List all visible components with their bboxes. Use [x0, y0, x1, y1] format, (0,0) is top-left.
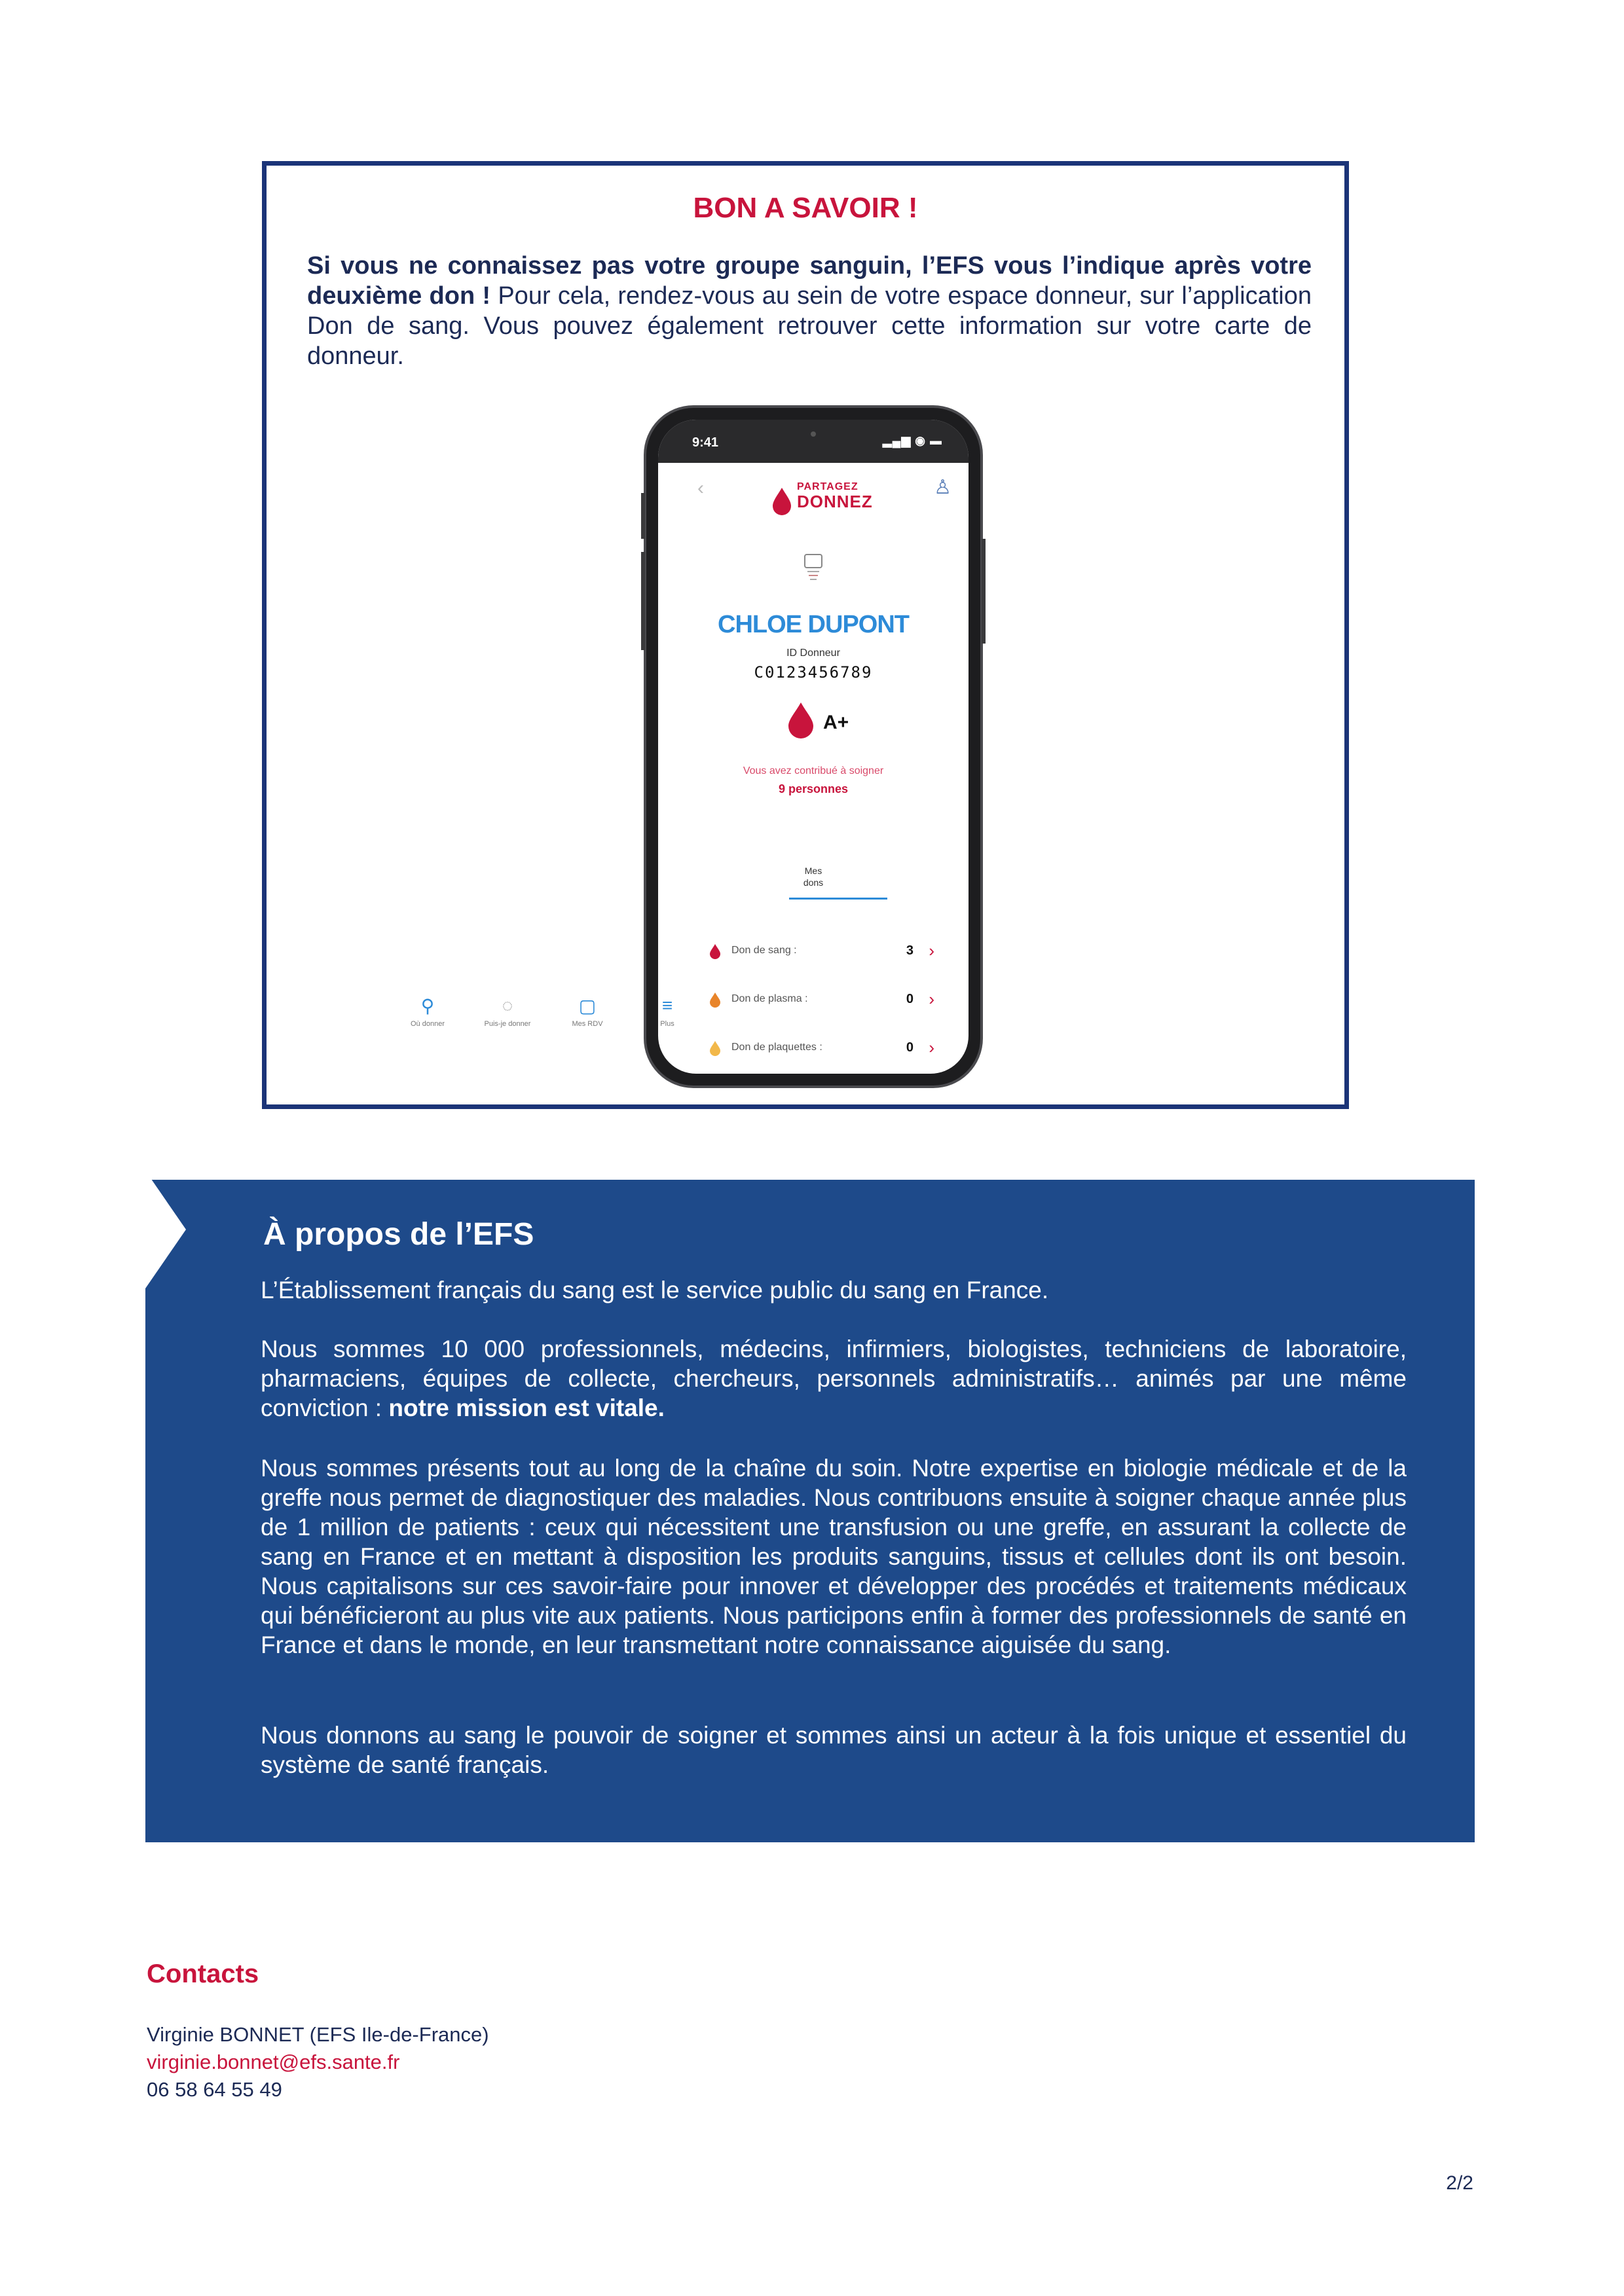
tab-active-indicator [789, 898, 887, 900]
blood-drop-icon [709, 943, 721, 959]
contact-name: Virginie BONNET (EFS Ile-de-France) [147, 2023, 489, 2046]
calendar-icon: ▢ [578, 996, 597, 1016]
about-paragraph-1: L’Établissement français du sang est le service public du sang en France. [261, 1277, 1049, 1303]
efs-emblem-icon [797, 551, 830, 583]
contact-phone: 06 58 64 55 49 [147, 2078, 282, 2101]
don-label: Don de plaquettes : [731, 1042, 822, 1053]
bon-a-savoir-title: BON A SAVOIR ! [693, 192, 918, 224]
bottom-nav-bar [392, 995, 702, 1048]
contribution-count: 9 personnes [778, 782, 849, 795]
tab-mes-dons-label-2: dons [803, 877, 824, 888]
blood-drop-icon [786, 701, 815, 739]
bon-a-savoir-box [262, 161, 1349, 1109]
don-row-plasma[interactable] [658, 984, 969, 1017]
about-paragraph-3: Nous sommes présents tout au long de la chaîne du soin. Notre expertise en biologie médicale et de la greffe nous permet de diagnostiquer des maladies. Nous contribuons ensuite à soigner chaque année plus de 1 million de patients : ceux qui nécessitent une transfusion ou une greffe, en assurant la collecte de sang en France et en mettant à disposition les produits sanguins, tissus et cellules dont ils ont besoin. Nous capitalisons sur ces savoir-faire pour innover et développer des procédés et traitements médicaux qui bénéficieront au plus vite aux patients. Nous participons enfin à former des professionnels de santé en France et dans le monde, en leur transmettant notre connaissance aiguisée du sang. [261, 1455, 1407, 1658]
donor-id: C0123456789 [754, 663, 873, 682]
contribution-text: Vous avez contribué à soigner [743, 765, 884, 776]
tab-mes-dons-label-1: Mes [804, 866, 822, 876]
about-paragraph-4: Nous donnons au sang le pouvoir de soigner et sommes ainsi un acteur à la fois unique et essentiel du système de santé français. [261, 1722, 1407, 1778]
phone-power-button [982, 539, 986, 644]
app-header [658, 465, 969, 531]
about-mission-bold: notre mission est vitale. [388, 1394, 665, 1421]
chevron-left-icon[interactable]: ‹ [697, 477, 704, 499]
status-icons: ▂▄▆ ◉ ▬ [882, 434, 942, 447]
platelet-drop-icon [709, 1040, 721, 1056]
phone-mockup [646, 408, 980, 1085]
logo-line-1: PARTAGEZ [797, 481, 858, 492]
don-label: Don de sang : [731, 945, 797, 956]
status-time: 9:41 [692, 435, 719, 450]
phone-volume-button [641, 493, 645, 539]
logo-line-2: DONNEZ [797, 492, 873, 511]
contacts-title: Contacts [147, 1959, 259, 1988]
chat-icon: ◌ [502, 995, 513, 1015]
plasma-drop-icon [709, 992, 721, 1008]
don-row-sang[interactable] [658, 936, 969, 968]
status-bar [658, 420, 969, 463]
chevron-right-icon: › [929, 989, 934, 1009]
phone-screen [658, 420, 969, 1074]
chevron-right-icon: › [929, 1038, 934, 1057]
nav-plus[interactable] [631, 995, 703, 1028]
don-count: 0 [906, 1040, 913, 1055]
donor-id-label: ID Donneur [786, 647, 840, 659]
blood-group: A+ [823, 712, 849, 733]
menu-icon: ≡ [661, 995, 673, 1015]
banner-arrow-notch [145, 1171, 186, 1288]
blood-drop-logo-icon [771, 486, 793, 515]
camera-dot [811, 431, 816, 437]
bon-a-savoir-text [307, 251, 1312, 371]
nav-label: Plus [660, 1020, 674, 1028]
nav-label: Où donner [411, 1020, 445, 1028]
don-row-plaquettes[interactable] [658, 1032, 969, 1065]
map-pin-icon: ⚲ [420, 996, 435, 1016]
user-icon[interactable]: ♙ [934, 477, 951, 498]
nav-label: Mes RDV [572, 1020, 603, 1028]
tab-mes-dons[interactable] [658, 865, 969, 888]
page-number: 2/2 [1446, 2172, 1473, 2194]
chevron-right-icon: › [929, 941, 934, 960]
nav-ou-donner[interactable] [392, 995, 464, 1028]
about-title: À propos de l’EFS [263, 1217, 534, 1252]
contact-email-link[interactable]: virginie.bonnet@efs.sante.fr [147, 2050, 400, 2073]
about-paragraph-2-text: Nous sommes 10 000 professionnels, médecins, infirmiers, biologistes, techniciens de laboratoire, pharmaciens, équipes de collecte, chercheurs, personnels administratifs… animés par une même conviction : [261, 1336, 1407, 1421]
nav-label: Puis-je donner [484, 1020, 531, 1028]
phone-volume-button [641, 552, 645, 650]
nav-mes-rdv[interactable] [551, 995, 623, 1028]
don-label: Don de plasma : [731, 993, 808, 1004]
about-paragraph-2 [261, 1334, 1407, 1423]
bon-a-savoir-bold-text: Si vous ne connaissez pas votre groupe sanguin, l’EFS vous l’indique après votre deuxième don ! [307, 252, 1312, 310]
nav-puis-je-donner[interactable] [471, 995, 544, 1028]
donor-name: CHLOE DUPONT [718, 611, 909, 638]
don-count: 0 [906, 992, 913, 1006]
bon-a-savoir-rest-text: Pour cela, rendez-vous au sein de votre espace donneur, sur l’application Don de sang. Vous pouvez également retrouver cette information sur votre carte de donneur. [307, 282, 1312, 370]
don-count: 3 [906, 943, 913, 958]
